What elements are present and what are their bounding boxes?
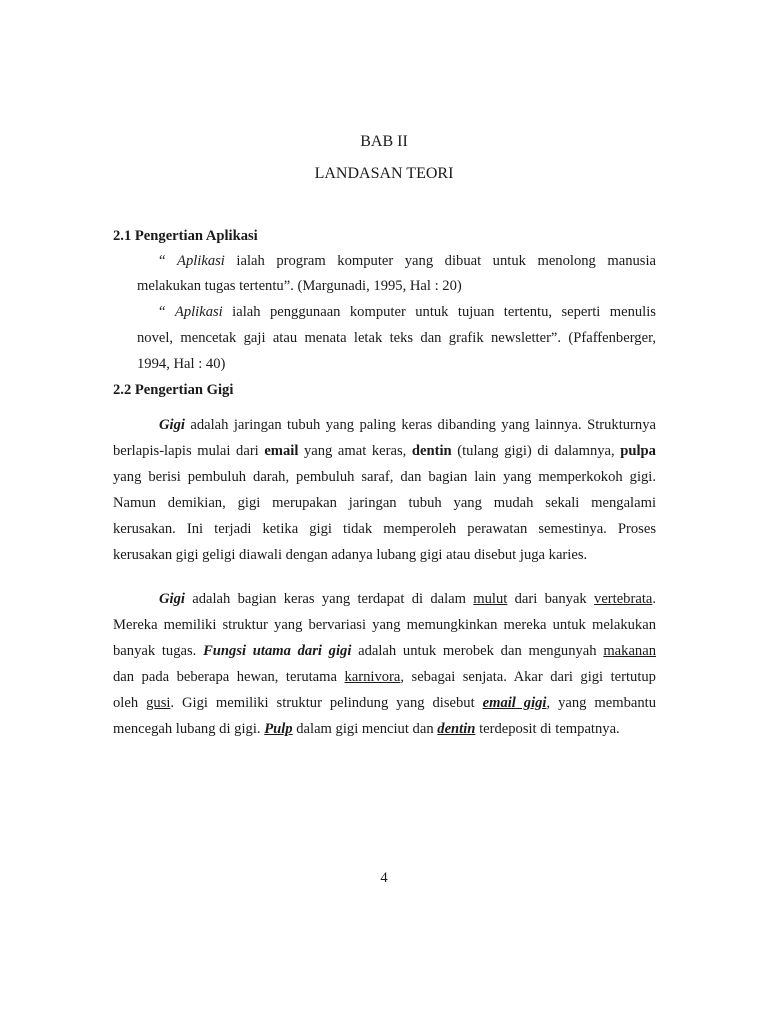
para1-line1: Gigi adalah jaringan tubuh yang paling keras dibanding yang lainnya. Strukturnya — [159, 417, 656, 433]
link-vertebrata[interactable]: vertebrata — [594, 591, 653, 607]
para2-line4: dan pada beberapa hewan, terutama karnivora, sebagai senjata. Akar dari gigi tertutup — [113, 669, 656, 685]
quote2-line1: “ Aplikasi ialah penggunaan komputer untuk tujuan tertentu, seperti menulis — [159, 304, 656, 320]
term-gigi: Gigi — [159, 591, 185, 607]
term-gigi: Gigi — [159, 417, 185, 433]
quote1-line2: melakukan tugas tertentu”. (Margunadi, 1995, Hal : 20) — [137, 278, 462, 294]
term-dentin: dentin — [411, 443, 452, 459]
term-aplikasi: Aplikasi — [177, 253, 225, 269]
link-mulut[interactable]: mulut — [473, 591, 508, 607]
section-heading-gigi: 2.2 Pengertian Gigi — [113, 382, 234, 398]
term-email: email — [264, 443, 299, 459]
quote2-line3: 1994, Hal : 40) — [137, 356, 226, 372]
link-makanan[interactable]: makanan — [603, 643, 656, 659]
para1-line4: Namun demikian, gigi merupakan jaringan tubuh yang mudah sekali mengalami — [113, 495, 656, 511]
term-aplikasi: Aplikasi — [174, 304, 223, 320]
link-pulp[interactable]: Pulp — [264, 721, 293, 737]
term-pulpa: pulpa — [620, 443, 656, 459]
para1-line2: berlapis-lapis mulai dari email yang amat keras, dentin (tulang gigi) di dalamnya, pulpa — [113, 443, 656, 459]
para2-line3: banyak tugas. Fungsi utama dari gigi adalah untuk merobek dan mengunyah makanan — [113, 643, 656, 659]
link-gusi[interactable]: gusi — [146, 695, 171, 711]
para2-line5: oleh gusi. Gigi memiliki struktur pelindung yang disebut email gigi, yang membantu — [113, 695, 657, 711]
para2-line6: mencegah lubang di gigi. Pulp dalam gigi menciut dan dentin terdeposit di tempatnya. — [113, 721, 620, 737]
link-karnivora[interactable]: karnivora — [344, 669, 401, 685]
para1-line3: yang berisi pembuluh darah, pembuluh saraf, dan bagian lain yang memperkokoh gigi. — [113, 469, 656, 485]
para2-line2: Mereka memiliki struktur yang bervariasi yang memungkinkan mereka untuk melakukan — [113, 617, 656, 633]
term-fungsi-utama: Fungsi utama dari gigi — [203, 643, 352, 659]
chapter-label: BAB II — [360, 133, 408, 150]
chapter-title: LANDASAN TEORI — [314, 165, 454, 182]
link-dentin[interactable]: dentin — [437, 721, 476, 737]
quote1-line1: “ Aplikasi ialah program komputer yang dibuat untuk menolong manusia — [159, 253, 657, 269]
page-number: 4 — [380, 870, 388, 886]
para2-line1: Gigi adalah bagian keras yang terdapat di dalam mulut dari banyak vertebrata. — [159, 591, 657, 607]
para1-line6: kerusakan gigi geligi diawali dengan adanya lubang gigi atau disebut juga karies. — [113, 547, 588, 563]
para1-line5: kerusakan. Ini terjadi ketika gigi tidak memperoleh perawatan semestinya. Proses — [113, 521, 656, 537]
section-heading-aplikasi: 2.1 Pengertian Aplikasi — [113, 228, 258, 244]
link-email-gigi[interactable]: email gigi — [482, 695, 547, 711]
quote2-line2: novel, mencetak gaji atau menata letak teks dan grafik newsletter”. (Pfaffenberger, — [137, 330, 656, 346]
